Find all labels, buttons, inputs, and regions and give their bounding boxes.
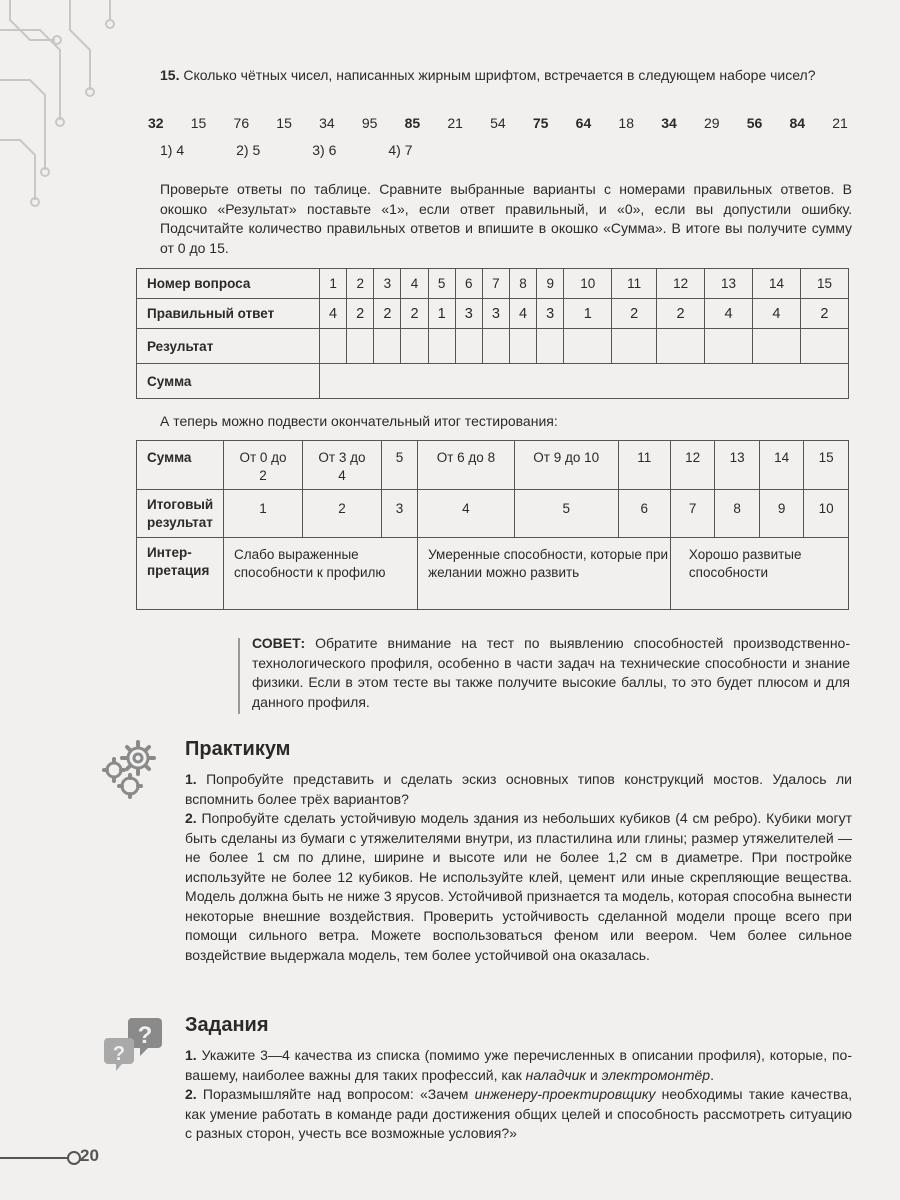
question-number-cell: 4 — [401, 269, 428, 299]
correct-answer-cell: 4 — [752, 299, 800, 329]
question-number-cell: 6 — [455, 269, 482, 299]
header-sum: Сумма — [137, 364, 320, 399]
correct-answer-cell: 1 — [428, 299, 455, 329]
sum-range-cell: От 3 до 4 — [302, 441, 381, 490]
question-text: Сколько чётных чисел, написанных жирным шрифтом, встречается в следующем наборе чисел? — [183, 67, 816, 83]
question-number-cell: 7 — [482, 269, 509, 299]
set-number: 64 — [575, 115, 592, 131]
sum-range-cell: 15 — [804, 441, 849, 490]
header-final-result: Итоговый результат — [137, 490, 224, 538]
set-number: 56 — [746, 115, 763, 131]
correct-answer-cell: 3 — [482, 299, 509, 329]
sum-cell[interactable] — [320, 364, 849, 399]
result-cell[interactable] — [455, 329, 482, 364]
set-number: 34 — [319, 115, 335, 131]
number-set — [148, 114, 848, 134]
set-number: 18 — [618, 115, 634, 131]
item-text: . — [710, 1066, 714, 1083]
item-number: 2. — [185, 810, 197, 826]
sum-range-cell: 14 — [759, 441, 804, 490]
set-number: 21 — [447, 115, 463, 131]
header-correct-answer: Правильный ответ — [137, 299, 320, 329]
question-number-cell: 13 — [705, 269, 753, 299]
result-cell[interactable] — [800, 329, 848, 364]
item-text: Попробуйте сделать устойчивую модель здания из небольших кубиков (4 см ребро). Кубики могут быть сделаны из бумаги с утяжелителями внутри, из пластилина или глины; размер утяжелителей — не более 1 см по длине, ширине и высоте или не более 1,2 см в диаметре. При постройке используйте не более 12 кубиков. Не используйте клей, цемент или иные скрепляющие вещества. Модель должна быть не ниже 3 ярусов. Устойчивой признается та модель, которая способна вынести некоторые внешние воздействия. Проверить устойчивость сделанной модели проще всего при помощи сильного ветра. Можете воспользоваться феном или веером. Чем более сильное воздействие выдержала модель, тем более устойчивой она оказалась. — [185, 810, 852, 963]
set-number: 76 — [233, 115, 250, 131]
item-number: 1. — [185, 771, 197, 787]
correct-answer-cell: 3 — [455, 299, 482, 329]
answer-options — [160, 141, 465, 161]
header-result: Результат — [137, 329, 320, 364]
final-summary-text: А теперь можно подвести окончательный итог тестирования: — [160, 413, 558, 429]
sum-range-cell: От 0 до 2 — [224, 441, 303, 490]
practicum-title: Практикум — [185, 738, 291, 760]
final-result-cell: 2 — [302, 490, 381, 538]
interp-strong: Хорошо развитые способности — [670, 538, 848, 610]
correct-answer-cell: 2 — [612, 299, 657, 329]
item-text: Поразмышляйте над вопросом: «Зачем — [202, 1086, 475, 1102]
assignment-item-1 — [185, 1046, 852, 1085]
result-cell[interactable] — [428, 329, 455, 364]
practicum-tasks — [185, 770, 852, 965]
practicum-item-2 — [185, 809, 852, 965]
correct-answer-cell: 3 — [537, 299, 564, 329]
set-number: 84 — [789, 115, 806, 131]
result-cell[interactable] — [482, 329, 509, 364]
question-number-cell: 2 — [347, 269, 374, 299]
question-number-cell: 5 — [428, 269, 455, 299]
item-text: и — [586, 1066, 602, 1083]
header-question-number: Номер вопроса — [137, 269, 320, 299]
item-emphasis: электромонтёр — [601, 1066, 711, 1083]
correct-answer-cell: 2 — [800, 299, 848, 329]
set-number: 15 — [276, 115, 292, 131]
correct-answer-cell: 2 — [347, 299, 374, 329]
correct-answer-cell: 4 — [705, 299, 753, 329]
question-number: 15. — [160, 67, 180, 83]
interpretation-table — [136, 440, 849, 610]
advice-bar — [238, 638, 240, 714]
correct-answer-cell: 4 — [320, 299, 347, 329]
question-number-cell: 1 — [320, 269, 347, 299]
result-cell[interactable] — [612, 329, 657, 364]
item-text: Попробуйте представить и сделать эскиз основных типов конструкций мостов. Удалось ли вспомнить более трёх вариантов? — [185, 771, 852, 807]
final-result-cell: 1 — [224, 490, 303, 538]
result-cell[interactable] — [401, 329, 428, 364]
sum-range-cell: 12 — [670, 441, 715, 490]
result-cell[interactable] — [657, 329, 705, 364]
correct-answer-cell: 2 — [401, 299, 428, 329]
assignment-item-2 — [185, 1085, 852, 1144]
set-number: 54 — [490, 115, 506, 131]
result-cell[interactable] — [374, 329, 401, 364]
question-number-cell: 14 — [752, 269, 800, 299]
sum-range-cell: От 6 до 8 — [418, 441, 515, 490]
result-cell[interactable] — [537, 329, 564, 364]
correct-answer-cell: 2 — [374, 299, 401, 329]
practicum-item-1 — [185, 770, 852, 809]
item-text: Укажите 3—4 качества из списка (помимо уже перечисленных в описании профиля), которые, по-вашему, наиболее важны для таких профессий, как — [185, 1047, 853, 1083]
set-number: 32 — [148, 115, 164, 131]
set-number: 34 — [661, 115, 677, 131]
set-number: 21 — [832, 115, 848, 131]
interp-moderate: Умеренные способности, которые при желании можно развить — [418, 538, 671, 610]
item-number: 1. — [185, 1047, 197, 1063]
question-number-cell: 11 — [612, 269, 657, 299]
result-cell[interactable] — [347, 329, 374, 364]
item-number: 2. — [185, 1086, 197, 1102]
sum-range-cell: 5 — [381, 441, 417, 490]
assignments-tasks — [185, 1046, 852, 1144]
question-number-cell: 15 — [800, 269, 848, 299]
instructions-paragraph: Проверьте ответы по таблице. Сравните выбранные варианты с номерами правильных ответов. В окошко «Результат» поставьте «1», если ответ правильный, и «0», если вы допустили ошибку. Подсчитайте количество правильных ответов и впишите в окошко «Сумма». В итоге вы получите сумму от 0 до 15. — [160, 181, 852, 256]
set-number: 29 — [703, 115, 720, 131]
result-cell[interactable] — [564, 329, 612, 364]
item-emphasis: инженеру-проектировщику — [474, 1086, 656, 1102]
interp-weak: Слабо выраженные способности к профилю — [224, 538, 418, 610]
header-sum: Сумма — [137, 441, 224, 490]
correct-answer-cell: 1 — [564, 299, 612, 329]
sum-range-cell: От 9 до 10 — [514, 441, 618, 490]
answers-table — [136, 268, 849, 399]
set-number: 75 — [532, 115, 549, 131]
item-emphasis: наладчик — [525, 1066, 587, 1083]
question-number-cell: 8 — [509, 269, 536, 299]
gears-icon — [100, 736, 164, 800]
assignments-title: Задания — [185, 1014, 269, 1036]
sum-range-cell: 11 — [618, 441, 670, 490]
final-result-cell: 6 — [618, 490, 670, 538]
set-number: 85 — [404, 115, 421, 131]
result-cell[interactable] — [752, 329, 800, 364]
item-text: необходимы такие качества, как умение работать в команде ради достижения общих целей и способность рассмотреть ситуацию с разных сторон, учесть все возможные условия?» — [185, 1086, 853, 1141]
advice-text: Обратите внимание на тест по выявлению способностей производственно-технологического профиля, особенно в части задач на технические способности и знание физики. Если в этом тесте вы также получите высокие баллы, то это будет плюсом и для данного профиля. — [252, 635, 851, 710]
svg-text:?: ? — [137, 1022, 153, 1049]
answer-option: 2) 5 — [236, 142, 261, 158]
final-result-cell: 10 — [804, 490, 849, 538]
question-number-cell: 12 — [657, 269, 705, 299]
set-number: 95 — [361, 115, 378, 131]
advice-block — [252, 634, 850, 712]
header-interpretation: Интер-претация — [137, 538, 224, 610]
question-number-cell: 9 — [537, 269, 564, 299]
question-number-cell: 3 — [374, 269, 401, 299]
final-result-cell: 9 — [759, 490, 804, 538]
final-result-cell: 3 — [381, 490, 417, 538]
svg-text:?: ? — [112, 1043, 126, 1065]
final-result-cell: 5 — [514, 490, 618, 538]
question-number-cell: 10 — [564, 269, 612, 299]
result-cell[interactable] — [509, 329, 536, 364]
final-result-cell: 8 — [715, 490, 760, 538]
final-result-cell: 4 — [418, 490, 515, 538]
question-15 — [160, 66, 860, 86]
answer-option: 3) 6 — [312, 142, 337, 158]
result-cell[interactable] — [320, 329, 347, 364]
page-number: 20 — [80, 1146, 99, 1165]
answer-option: 4) 7 — [388, 142, 413, 158]
final-result-cell: 7 — [670, 490, 715, 538]
result-cell[interactable] — [705, 329, 753, 364]
sum-range-cell: 13 — [715, 441, 760, 490]
correct-answer-cell: 2 — [657, 299, 705, 329]
advice-label: СОВЕТ: — [252, 635, 306, 651]
set-number: 15 — [190, 115, 207, 131]
question-marks-icon — [104, 1016, 164, 1076]
answer-option: 1) 4 — [160, 142, 185, 158]
correct-answer-cell: 4 — [509, 299, 536, 329]
